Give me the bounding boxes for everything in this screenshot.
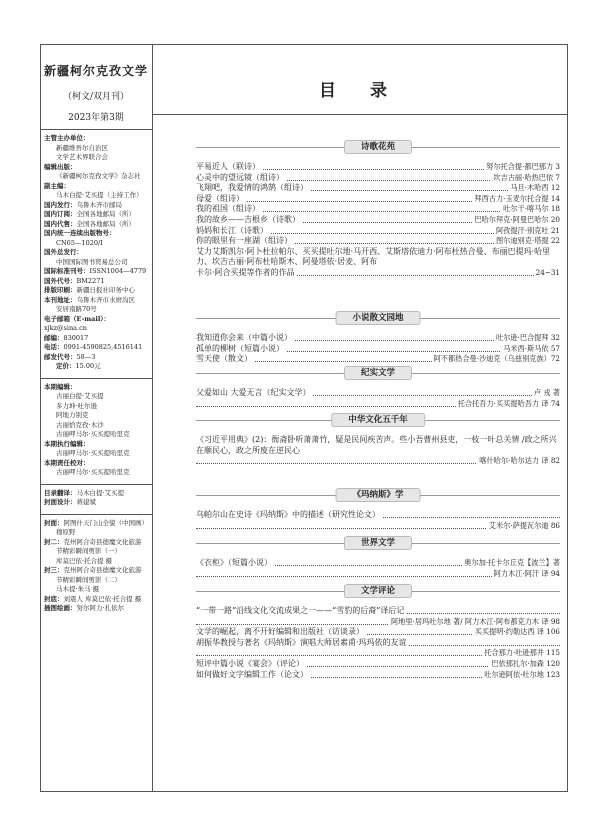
section-body: [196, 558, 560, 579]
info-row: [44, 248, 148, 258]
covers-row: [44, 595, 148, 605]
entry-page: 24~31: [535, 267, 560, 277]
section-title: 诗歌花苑: [344, 140, 412, 154]
covers-value: 阿图什天门山全貌（中国画）: [63, 518, 148, 527]
entry-author-page: 吐尔干·喀马尔 18: [503, 204, 560, 214]
info-item: [44, 286, 148, 296]
section-header: [196, 584, 560, 598]
info-row: [44, 229, 148, 239]
entry-translator: 阿力木江·阿汗 译 94: [493, 568, 560, 578]
covers-line: 穆原野: [56, 528, 76, 536]
covers-item: [44, 538, 148, 567]
info-item: [44, 182, 148, 201]
toc-entry: [196, 236, 560, 247]
toc-entry: [196, 204, 560, 215]
toc-entry: [196, 194, 560, 205]
info-row: [44, 182, 148, 192]
covers-row: [44, 604, 148, 614]
entry-author-page: 买买提明·约勒达西 译 106: [474, 627, 560, 637]
editors-row: [44, 383, 148, 393]
entry-author-page: 马米西·斯马依 57: [503, 343, 560, 353]
section-body: [196, 435, 560, 467]
credits-label: 封面设计：: [44, 498, 77, 506]
entry-author-page: 拜西古力·玉麦尔托合提 14: [474, 193, 560, 203]
editors-line: 古丽恰克孜·木沙: [56, 420, 104, 429]
editors-item: [44, 383, 148, 440]
info-label: 电子邮箱（E-mail）：: [44, 314, 111, 323]
covers-label: 封面：: [44, 518, 64, 527]
editors-row: [44, 459, 148, 469]
info-line: 新疆维吾尔自治区: [56, 143, 108, 152]
entry-title: 父爱如山 大爱无言（纪实文学）: [196, 388, 311, 397]
info-line: 马木白提·艾买提（主持工作）: [56, 191, 143, 199]
info-item: [44, 248, 148, 267]
section-title: 纪实文学: [344, 366, 412, 380]
covers-row: [44, 538, 148, 548]
editors-separator: [40, 484, 152, 485]
info-line: 安居南路70号: [56, 305, 97, 313]
info-row: [44, 315, 148, 334]
toc-entry: [196, 510, 560, 521]
covers-item: [44, 519, 148, 538]
entry-title: 我知道你会来（中篇小说）: [196, 333, 292, 342]
covers-value: 克州阿合奇县德魔文化旅游: [63, 566, 142, 574]
covers-value: 刘震人 库莫巴依·托合提 摄: [63, 594, 142, 603]
toc-section: [196, 536, 560, 579]
entry-author-page: 阿地里·居玛吐尔地 著/ 阿力木江·阿布都克力木 译 98: [390, 616, 560, 626]
info-item: [44, 163, 148, 182]
entry-title: 我的故乡——吉根乡（诗歌）: [196, 214, 300, 224]
masthead-separator: [40, 129, 152, 130]
toc-section: [196, 311, 560, 365]
magazine-issue: 2023年第3期: [68, 113, 124, 123]
info-label: 国内代售：: [44, 219, 77, 228]
entry-author-page: 图尔迪别克·塔提 22: [495, 236, 560, 246]
credits-info: [44, 489, 148, 508]
masthead-column: [44, 48, 148, 614]
covers-label: 封三：: [44, 566, 64, 574]
entry-author-page: 吐尔逊阿依·吐尔地 123: [484, 669, 560, 679]
section-title: 小说散文园地: [335, 311, 420, 325]
toc-section: [196, 413, 560, 467]
toc-entry: [196, 627, 560, 638]
entry-author-page: 卢 戎 著: [533, 388, 560, 397]
section-header: [196, 311, 560, 325]
entry-author-page: 奥尔加·托卡尔丘克【波兰】著: [464, 558, 560, 567]
info-label: 排版印刷：: [44, 286, 77, 294]
info-row: [44, 220, 148, 230]
editors-info: [44, 383, 148, 478]
toc-entry: [196, 173, 560, 184]
info-label: 电话：: [44, 343, 64, 351]
info-row: [44, 343, 148, 353]
toc-section: [196, 584, 560, 680]
covers-item: [44, 604, 148, 614]
info-item: [44, 210, 148, 220]
info-separator: [40, 378, 152, 379]
info-item: [44, 267, 148, 277]
info-row: [44, 277, 148, 287]
covers-row: [44, 566, 148, 576]
section-body: [196, 606, 560, 680]
entry-author-page: 阿孜提汗·别克吐 21: [495, 225, 560, 235]
info-row: [44, 201, 148, 211]
covers-label: 封底：: [44, 594, 64, 603]
editors-line: 古丽白提·艾买提: [56, 392, 104, 400]
info-item: [44, 229, 148, 248]
section-header: [196, 488, 560, 502]
info-value: 0991-4590825,4516141: [63, 343, 143, 351]
entry-author-page: 坎吉古丽·哈热巴依 7: [493, 172, 560, 182]
credits-value: 蒋建斌: [76, 498, 96, 506]
section-body: [196, 388, 560, 409]
covers-row: [44, 519, 148, 529]
entry-author-page: 吐尔逊·巴合提拜 32: [495, 333, 560, 342]
toc-entry: [196, 354, 560, 365]
entry-title: 卡尔·阿合买提等作者的作品: [196, 267, 295, 277]
info-item: [44, 362, 148, 372]
info-value: xjkz@sina.cn: [44, 324, 87, 332]
entry-translator: 托合托吾力·买买提哈吾力 译 74: [457, 398, 560, 408]
editors-label: 本期编辑：: [44, 382, 77, 391]
entry-title: 文学的崛起，离不开好编辑和出版社（访谈录）: [196, 627, 364, 637]
info-value: 15.00元: [75, 362, 101, 370]
entry-author-page: 努尔托合提·都巴那力 3: [486, 162, 560, 171]
entry-title: 母爱（组诗）: [196, 193, 244, 203]
info-item: [44, 353, 148, 363]
info-line: 《新疆柯尔克孜文学》杂志社: [56, 172, 141, 180]
editors-line: 古丽呷马尔·买买提哈里克: [56, 468, 130, 476]
covers-value: 努尔阿力·扎依尔: [76, 604, 125, 612]
info-row: [44, 296, 148, 306]
info-row: [44, 267, 148, 277]
info-item: [44, 315, 148, 334]
toc-entry: [196, 162, 560, 173]
editors-line: 阿地力别克: [56, 411, 89, 419]
info-item: [44, 277, 148, 287]
cover-info: [44, 519, 148, 614]
entry-title: 短评中篇小说《宴会》（评论）: [196, 658, 304, 668]
info-label: 国内发行：: [44, 200, 77, 209]
covers-value: 克州阿合奇县德魔文化旅游: [63, 537, 142, 546]
info-label: 国内订阅：: [44, 210, 77, 218]
info-item: [44, 220, 148, 230]
info-value: 830017: [63, 333, 89, 342]
info-item: [44, 296, 148, 315]
credits-item: [44, 489, 148, 499]
entry-translator-line: [196, 569, 560, 580]
info-line: 中国国际图书贸易总公司: [56, 257, 128, 266]
covers-line: 节精彩瞬间剪影（二）: [56, 575, 121, 584]
entry-author-page: 托合那力·吐逊那井 115: [484, 648, 560, 658]
covers-line: 节精彩瞬间剪影（一）: [56, 547, 121, 555]
entry-title: 胡振华教授与著名《玛纳斯》演唱大师居素甫·玛玛依的友谊: [196, 637, 407, 647]
toc-entry: [196, 558, 560, 569]
info-value: 58—3: [76, 352, 96, 361]
editors-item: [44, 459, 148, 478]
entry-title: 我的祖国（组诗）: [196, 204, 260, 214]
section-title: 世界文学: [344, 536, 412, 550]
editors-line: 古丽呷马尔·买买提哈里克: [56, 430, 130, 438]
credits-value: 马木白提·艾买提: [76, 488, 125, 497]
editors-line: 多力坤·吐尔逊: [56, 401, 98, 410]
section-body: [196, 510, 560, 531]
entry-paragraph: 艾力艾斯凯尔·阿卜杜拉帕尔、买买提吐尔地·马开西、艾斯塔依迪力·阿布杜热合曼、布丽巴提玛·哈里力、坎吉古丽·阿布杜哈斯木、阿曼塔依·居麦、阿布: [196, 246, 551, 267]
entry-title: “一带一路”沿线文化交流成果之一——“雪豹的后裔”译后记: [196, 606, 405, 615]
credits-separator: [40, 514, 152, 515]
info-line: CN65—1020/I: [56, 238, 103, 247]
publication-info: [44, 134, 148, 372]
section-header: [196, 366, 560, 380]
toc-entry: [196, 648, 560, 659]
editors-line: 古丽呷马尔·买买提哈里克: [56, 449, 130, 457]
entry-paragraph: 《习近平用典》(2)：衙斋卧听萧萧竹，疑是民间疾苦声。些小吾曹州县吏，一枝一叶总关情 /政之所兴在顺民心，政之所废在逆民心: [196, 435, 557, 455]
credits-row: [44, 489, 148, 499]
info-item: [44, 201, 148, 211]
info-value: 乌鲁木齐市水磨沟区: [76, 295, 135, 304]
info-row: [44, 210, 148, 220]
entry-title: 你的眼里有一座湖（组诗）: [196, 236, 292, 246]
editors-label: 本期执行编辑：: [44, 439, 90, 448]
section-body: [196, 333, 560, 365]
entry-title: 心灵中的望远镜（组诗）: [196, 172, 284, 182]
toc-entry: [196, 606, 560, 617]
info-label: 国际标准刊号：: [44, 267, 90, 275]
covers-label: 插图绘画：: [44, 604, 77, 612]
entry-title: 乌帕尔山在史诗《玛纳斯》中的描述（研究性论文）: [196, 510, 380, 519]
toc-section: [196, 366, 560, 409]
section-body: [196, 162, 560, 279]
info-row: [44, 163, 148, 173]
toc-column: [156, 48, 564, 679]
info-item: [44, 334, 148, 344]
toc-entry: [196, 226, 560, 237]
toc-entry: [196, 388, 560, 399]
info-value: BM2271: [76, 276, 105, 285]
info-row: [44, 286, 148, 296]
section-header: [196, 140, 560, 154]
credits-label: 目录翻译：: [44, 488, 77, 497]
toc-entry: [196, 670, 560, 681]
credits-item: [44, 498, 148, 508]
info-row: [44, 362, 148, 372]
entry-author-page: 阿不都热合曼·沙迪克（乌兹别克族）72: [433, 354, 560, 364]
toc-entry: [196, 659, 560, 670]
magazine-title: 新疆柯尔克孜文学: [44, 64, 149, 78]
editors-label: 本期责任校对：: [44, 458, 90, 467]
column-divider: [152, 44, 153, 792]
toc-title-rule: [152, 114, 568, 115]
entry-translator-line: [196, 399, 560, 410]
info-row: [44, 134, 148, 144]
credits-row: [44, 498, 148, 508]
covers-label: 封二：: [44, 537, 64, 546]
info-label: 国外总发行：: [44, 248, 83, 256]
entry-author-page: 巴哈尔拜克·阿曼巴哈尔 20: [474, 214, 560, 224]
info-value: 全国各地邮局（所）: [76, 210, 135, 218]
info-value: 乌鲁木齐市邮局: [76, 200, 122, 209]
editors-item: [44, 440, 148, 459]
entry-title: 飞翔吧，我爱情的鸿鹄（组诗）: [196, 183, 308, 193]
magazine-subtitle: （柯文/双月刊）: [62, 92, 130, 102]
entry-author-page: 巴依那扎尔·加森 120: [491, 658, 560, 668]
toc-title: 目 录: [319, 81, 401, 101]
entry-page: 喀什哈尔·哈尔达力 译 82: [479, 456, 560, 466]
toc-entry: [196, 638, 560, 649]
entry-title: 妈妈和长江（诗歌）: [196, 225, 268, 235]
entry-title: 孤单的柳树（短篇小说）: [196, 343, 284, 353]
entry-translator-line: [196, 521, 560, 532]
info-row: [44, 334, 148, 344]
entry-title: 平易近人（联诗）: [196, 162, 260, 171]
info-label: 邮编：: [44, 333, 64, 342]
info-line: 文学艺术界联合会: [56, 153, 108, 161]
section-title: 中华文化五千年: [331, 413, 425, 427]
info-label: 国外代号：: [44, 276, 77, 285]
info-label: 主管主办单位：: [44, 134, 90, 142]
info-value: ISSN1004—4779: [89, 267, 147, 275]
section-header: [196, 536, 560, 550]
covers-item: [44, 595, 148, 605]
info-row: [44, 353, 148, 363]
info-label: 副主编：: [44, 181, 70, 190]
toc-entry: [196, 183, 560, 194]
section-title: 《玛纳斯》学: [335, 488, 420, 502]
section-header: [196, 413, 560, 427]
info-label: 本刊地址：: [44, 295, 77, 304]
editors-row: [44, 440, 148, 450]
info-label: 邮发代号：: [44, 352, 77, 361]
info-value: 全国各地邮局（所）: [76, 219, 135, 228]
info-label: 编辑出版：: [44, 162, 77, 171]
covers-item: [44, 566, 148, 595]
info-label: 国内统一连续出版物号：: [44, 229, 116, 237]
toc-entry: [196, 268, 560, 279]
info-value: 新疆日报社印务中心: [76, 286, 135, 294]
section-title: 文学评论: [344, 584, 412, 598]
info-label: 定价：: [56, 362, 76, 370]
entry-title: 如何做好文字编辑工作（论文）: [196, 669, 308, 679]
toc-section: [196, 140, 560, 279]
info-item: [44, 134, 148, 163]
toc-section: [196, 488, 560, 531]
toc-entry: [196, 215, 560, 226]
toc-entry: [196, 344, 560, 355]
info-item: [44, 343, 148, 353]
entry-author-page: 马旦·木哈西 12: [510, 183, 560, 193]
toc-entry: [196, 333, 560, 344]
entry-title: 《衣柜》（短篇小说）: [196, 558, 272, 567]
entry-translator: 艾米尔·萨提瓦尔迪 86: [488, 520, 560, 530]
covers-line: 马木提·朱马 摄: [56, 585, 100, 593]
toc-entry: [196, 456, 560, 467]
covers-line: 库莫巴依·托合提 摄: [56, 556, 113, 565]
entry-title: 雪天使（散文）: [196, 354, 252, 364]
toc-entry: [196, 617, 560, 628]
